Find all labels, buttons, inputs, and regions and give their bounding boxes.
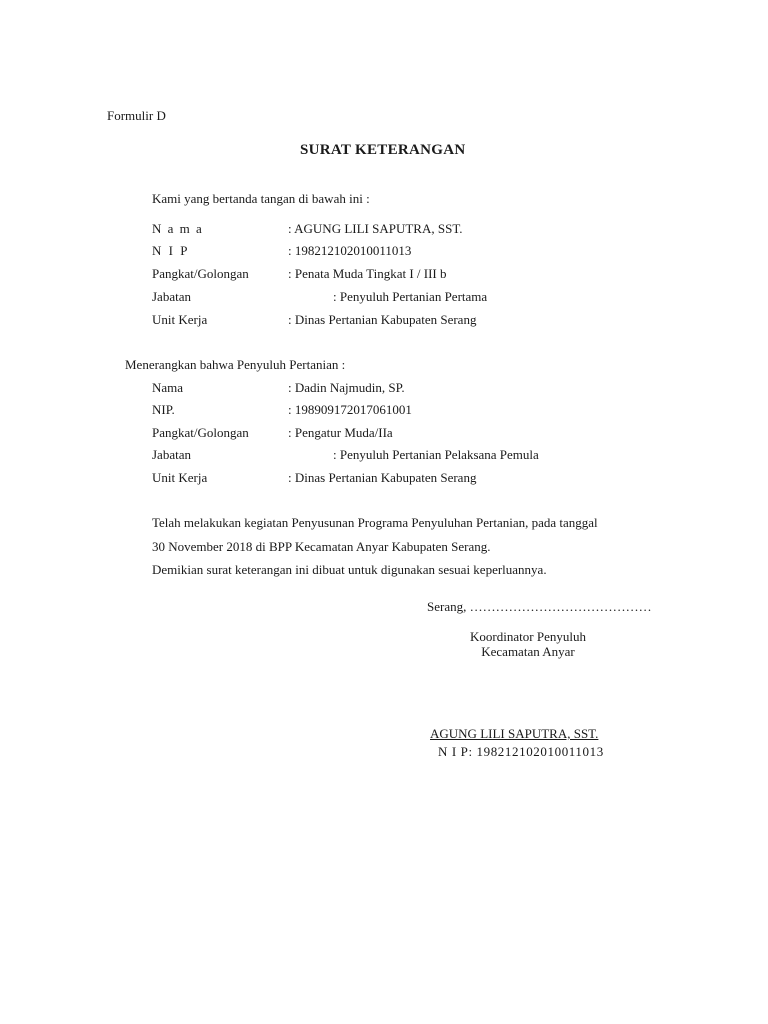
subject-nip-label: NIP. [152,402,175,417]
signer-nip-value: : 198212102010011013 [288,243,412,258]
sign-role-2: Kecamatan Anyar [481,644,575,659]
subject-rank-label: Pangkat/Golongan [152,425,249,440]
signer-nip-label: N I P [152,243,190,258]
signatory-name: AGUNG LILI SAPUTRA, SST. [430,726,599,741]
subject-position-label: Jabatan [152,447,191,462]
subject-name-value: : Dadin Najmudin, SP. [288,380,405,395]
signer-name-value: : AGUNG LILI SAPUTRA, SST. [288,221,463,236]
subject-position-value: : Penyuluh Pertanian Pelaksana Pemula [333,447,539,462]
subject-unit-value: : Dinas Pertanian Kabupaten Serang [288,470,477,485]
place-date: Serang, …………………………………… [427,599,652,614]
signer-position-label: Jabatan [152,289,191,304]
signer-unit-value: : Dinas Pertanian Kabupaten Serang [288,312,477,327]
intro-text: Kami yang bertanda tangan di bawah ini : [152,191,370,206]
form-label: Formulir D [107,108,166,123]
signer-position-value: : Penyuluh Pertanian Pertama [333,289,488,304]
subject-unit-label: Unit Kerja [152,470,208,485]
signer-name-label: N a m a [152,221,204,236]
body-line-2: 30 November 2018 di BPP Kecamatan Anyar Kabupaten Serang. [152,539,491,554]
statement-text: Menerangkan bahwa Penyuluh Pertanian : [125,357,346,372]
subject-name-label: Nama [152,380,184,395]
subject-rank-value: : Pengatur Muda/IIa [288,425,393,440]
signer-rank-label: Pangkat/Golongan [152,266,249,281]
document-title: SURAT KETERANGAN [300,142,466,158]
sign-role-1: Koordinator Penyuluh [470,629,586,644]
signatory-nip: N I P: 198212102010011013 [438,744,604,759]
signer-unit-label: Unit Kerja [152,312,208,327]
signer-rank-value: : Penata Muda Tingkat I / III b [288,266,447,281]
body-line-3: Demikian surat keterangan ini dibuat untuk digunakan sesuai keperluannya. [152,562,547,577]
subject-nip-value: : 198909172017061001 [288,402,412,417]
body-line-1: Telah melakukan kegiatan Penyusunan Programa Penyuluhan Pertanian, pada tanggal [152,515,598,530]
